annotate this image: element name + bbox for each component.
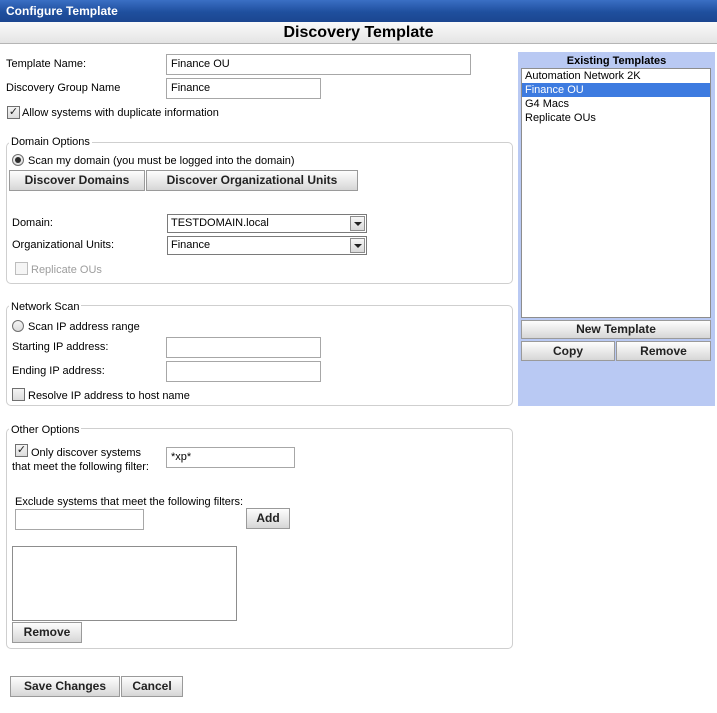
group-name-input[interactable]: Finance [166, 78, 321, 99]
scan-ip-range-radio[interactable] [12, 320, 24, 332]
only-discover-label-line1: Only discover systems [31, 447, 142, 459]
chevron-down-icon[interactable] [350, 238, 365, 253]
add-filter-button[interactable]: Add [246, 508, 290, 529]
ou-select[interactable] [167, 236, 367, 255]
scan-domain-label: Scan my domain (you must be logged into the domain) [28, 155, 295, 167]
scan-domain-radio[interactable] [12, 154, 24, 166]
cancel-button[interactable]: Cancel [121, 676, 183, 697]
exclude-label: Exclude systems that meet the following filters: [15, 496, 244, 508]
start-ip-input[interactable] [166, 337, 321, 358]
domain-select-value: TESTDOMAIN.local [171, 217, 269, 229]
resolve-ip-label: Resolve IP address to host name [28, 390, 190, 402]
existing-templates-title: Existing Templates [566, 55, 667, 67]
existing-templates-list[interactable] [521, 68, 711, 318]
ou-select-value: Finance [171, 239, 211, 251]
exclude-filters-list[interactable] [12, 546, 237, 621]
discover-domains-button[interactable]: Discover Domains [9, 170, 145, 191]
remove-template-button[interactable]: Remove [616, 341, 711, 361]
page-title: Discovery Template [0, 22, 717, 44]
ou-label: Organizational Units: [12, 239, 115, 251]
existing-templates-panel [518, 52, 715, 406]
template-name-label: Template Name: [6, 58, 87, 70]
domain-options-legend: Domain Options [11, 136, 90, 148]
domain-label: Domain: [12, 217, 53, 229]
list-item[interactable]: Replicate OUs [525, 112, 596, 124]
filter-input[interactable]: *xp* [166, 447, 295, 468]
list-item[interactable]: G4 Macs [525, 98, 570, 110]
allow-duplicates-label: Allow systems with duplicate information [22, 107, 219, 119]
allow-duplicates-checkbox[interactable]: ✓ [8, 106, 19, 118]
network-scan-legend: Network Scan [11, 301, 80, 313]
scan-ip-range-label: Scan IP address range [28, 321, 140, 333]
end-ip-input[interactable] [166, 361, 321, 382]
end-ip-label: Ending IP address: [12, 365, 105, 377]
start-ip-label: Starting IP address: [12, 341, 109, 353]
copy-template-button[interactable]: Copy [521, 341, 615, 361]
group-name-label: Discovery Group Name [6, 82, 121, 94]
chevron-down-icon[interactable] [350, 216, 365, 231]
remove-filter-button[interactable]: Remove [12, 622, 82, 643]
save-changes-button[interactable]: Save Changes [10, 676, 120, 697]
replicate-ous-label: Replicate OUs [31, 264, 102, 276]
other-options-legend: Other Options [11, 424, 80, 436]
only-discover-label-line2: that meet the following filter: [12, 461, 149, 473]
new-template-button[interactable]: New Template [521, 320, 711, 339]
only-discover-checkbox[interactable]: ✓ [16, 444, 27, 456]
exclude-filter-input[interactable] [15, 509, 144, 530]
replicate-ous-checkbox[interactable] [15, 262, 28, 275]
discover-ous-button[interactable]: Discover Organizational Units [146, 170, 358, 191]
list-item[interactable]: Automation Network 2K [525, 70, 641, 82]
resolve-ip-checkbox[interactable] [12, 388, 25, 401]
list-item[interactable]: Finance OU [522, 83, 710, 97]
template-name-input[interactable]: Finance OU [166, 54, 471, 75]
domain-select[interactable] [167, 214, 367, 233]
window-title: Configure Template [0, 0, 717, 22]
